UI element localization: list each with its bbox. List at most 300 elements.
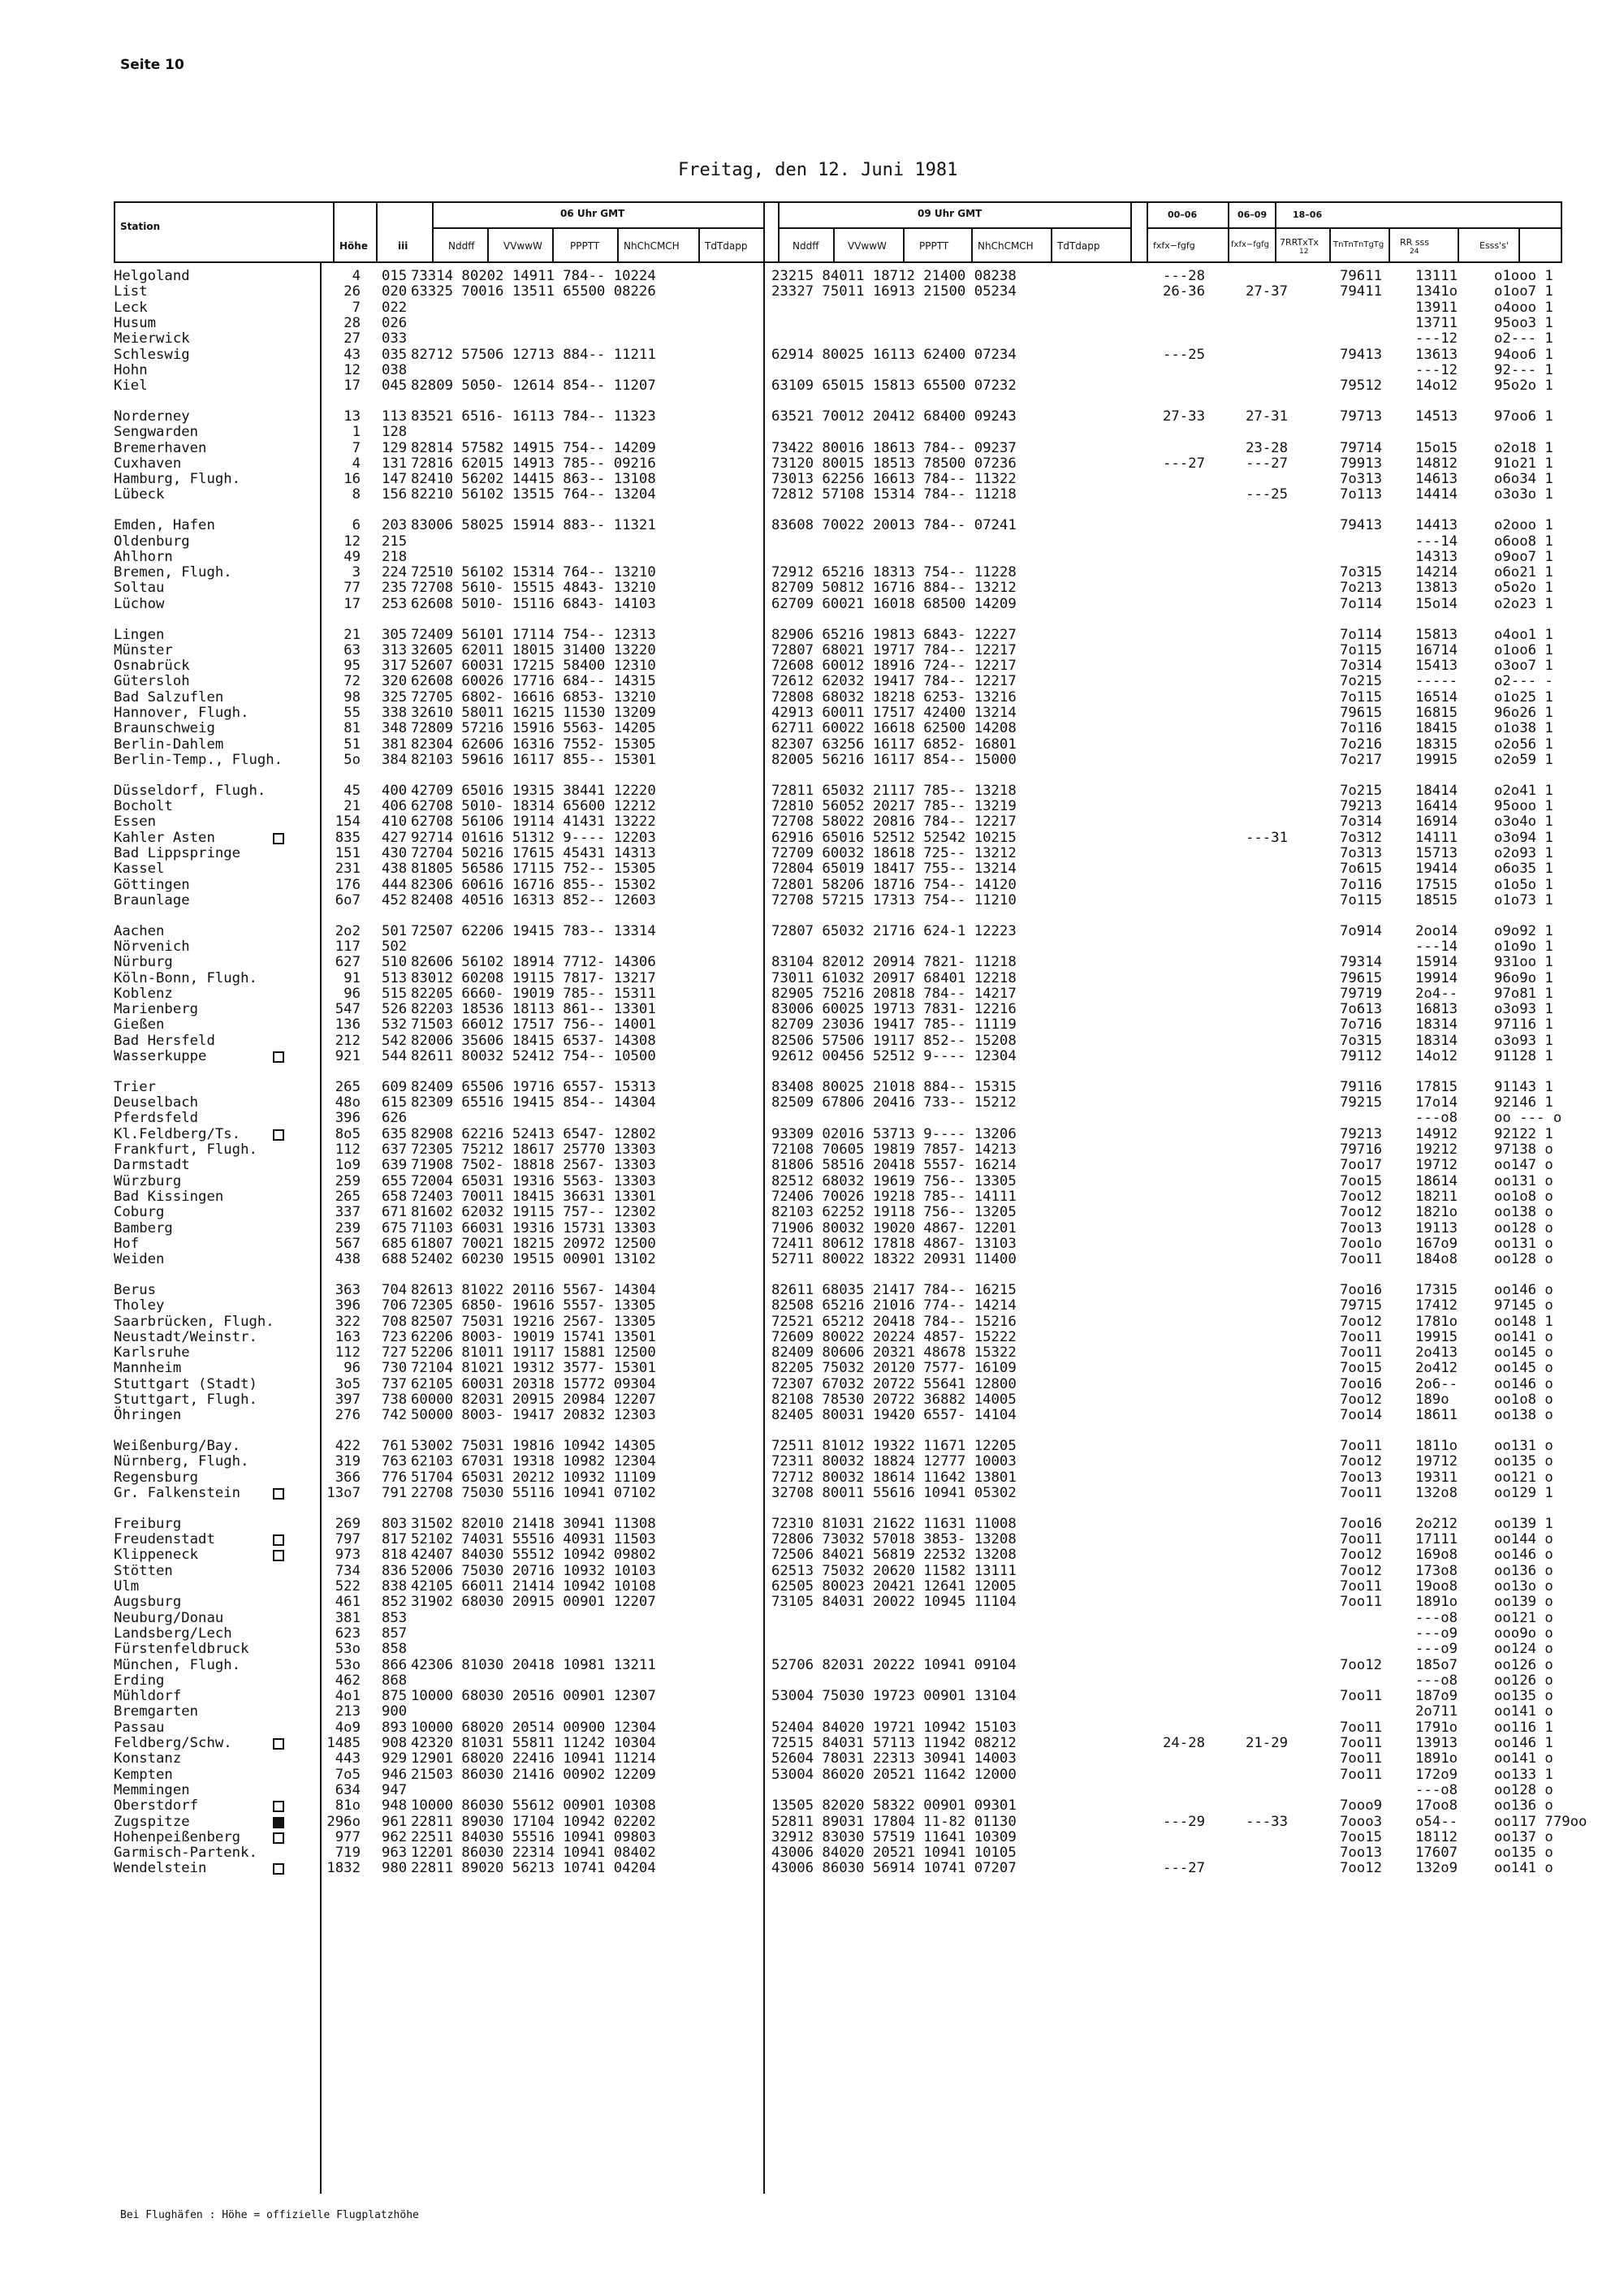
table-row bbox=[0, 1127, 1624, 1142]
table-row bbox=[0, 939, 1624, 955]
station-height: 112 bbox=[335, 1344, 361, 1362]
station-height: 7 bbox=[352, 439, 361, 456]
table-row bbox=[0, 721, 1624, 736]
station-index: 626 bbox=[382, 1110, 408, 1127]
square-icon bbox=[273, 1832, 284, 1844]
group-rr-sss: o2o41 1 bbox=[1494, 782, 1553, 799]
station-name: Bocholt bbox=[114, 798, 173, 814]
station-name: Husum bbox=[114, 314, 157, 331]
station-index: 817 bbox=[382, 1531, 408, 1548]
obs-09-groups: 72806 73032 57018 3853- 13208 bbox=[771, 1531, 1017, 1548]
table-row bbox=[0, 378, 1624, 394]
station-index: 022 bbox=[382, 299, 408, 316]
obs-09-groups: 72708 57215 17313 754-- 11210 bbox=[771, 891, 1017, 908]
header-period-1: 00–06 bbox=[1168, 209, 1198, 220]
station-height: 55 bbox=[343, 705, 361, 721]
table-row bbox=[0, 456, 1624, 472]
group-7rr: 7oo12 bbox=[1340, 1313, 1383, 1330]
obs-09-groups: 73105 84031 20022 10945 11104 bbox=[771, 1594, 1017, 1611]
group-rr-sss: oo138 o bbox=[1494, 1204, 1553, 1221]
obs-06-groups: 72510 56102 15314 764-- 13210 bbox=[411, 564, 656, 581]
square-icon bbox=[273, 833, 284, 844]
table-row bbox=[0, 1408, 1624, 1423]
group-tn: 18415 bbox=[1415, 720, 1458, 737]
obs-09-groups: 83408 80025 21018 884-- 15315 bbox=[771, 1078, 1017, 1095]
obs-06-groups: 52402 60230 19515 00901 13102 bbox=[411, 1251, 656, 1268]
station-name: Marienberg bbox=[114, 1001, 199, 1018]
table-row bbox=[0, 1798, 1624, 1814]
station-height: 422 bbox=[335, 1438, 361, 1455]
obs-06-groups: 82409 65506 19716 6557- 15313 bbox=[411, 1078, 656, 1095]
obs-09-groups: 72608 60012 18916 724-- 12217 bbox=[771, 658, 1017, 675]
table-row bbox=[0, 674, 1624, 689]
table-row bbox=[0, 1626, 1624, 1642]
obs-06-groups: 72305 6850- 19616 5557- 13305 bbox=[411, 1297, 656, 1314]
group-rr-sss: o3oo7 1 bbox=[1494, 658, 1553, 675]
station-height: 77 bbox=[343, 580, 361, 597]
station-height: 397 bbox=[335, 1392, 361, 1408]
gust-06-09: 27-37 bbox=[1245, 283, 1288, 300]
station-name: Coburg bbox=[114, 1204, 165, 1221]
station-index: 215 bbox=[382, 533, 408, 550]
group-7rr: 7oo16 bbox=[1340, 1375, 1383, 1392]
group-tn: 16914 bbox=[1415, 814, 1458, 831]
obs-09-groups: 82103 62252 19118 756-- 13205 bbox=[771, 1204, 1017, 1221]
group-7rr: 7oo11 bbox=[1340, 1750, 1383, 1767]
station-height: 13 bbox=[343, 408, 361, 425]
group-7rr: 7o914 bbox=[1340, 922, 1383, 939]
station-name: Freudenstadt bbox=[114, 1531, 215, 1548]
group-tn: ---o8 bbox=[1415, 1781, 1458, 1798]
station-index: 980 bbox=[382, 1860, 408, 1877]
station-height: 53o bbox=[335, 1656, 361, 1673]
table-row bbox=[0, 1330, 1624, 1345]
table-row bbox=[0, 1158, 1624, 1173]
station-height: 1485 bbox=[326, 1735, 361, 1751]
header-iii: iii bbox=[398, 240, 408, 252]
obs-06-groups: 82210 56102 13515 764-- 13204 bbox=[411, 486, 656, 503]
obs-06-groups: 12901 68020 22416 10941 11214 bbox=[411, 1750, 656, 1767]
station-height: 163 bbox=[335, 1328, 361, 1345]
group-7rr: 7o313 bbox=[1340, 844, 1383, 861]
station-index: 658 bbox=[382, 1188, 408, 1205]
obs-06-groups: 82309 65516 19415 854-- 14304 bbox=[411, 1094, 656, 1111]
group-rr-sss: o1o38 1 bbox=[1494, 720, 1553, 737]
station-index: 671 bbox=[382, 1204, 408, 1221]
station-index: 510 bbox=[382, 954, 408, 971]
table-row bbox=[0, 1314, 1624, 1330]
station-index: 313 bbox=[382, 641, 408, 658]
table-row bbox=[0, 1470, 1624, 1486]
group-rr-sss: o9oo7 1 bbox=[1494, 548, 1553, 565]
station-index: 609 bbox=[382, 1078, 408, 1095]
group-tn: 14o12 bbox=[1415, 1048, 1458, 1064]
obs-09-groups: 43006 86030 56914 10741 07207 bbox=[771, 1860, 1017, 1877]
group-rr-sss: oo131 o bbox=[1494, 1172, 1553, 1189]
obs-09-groups: 52404 84020 19721 10942 15103 bbox=[771, 1719, 1017, 1736]
obs-06-groups: 42407 84030 55512 10942 09802 bbox=[411, 1547, 656, 1564]
table-row bbox=[0, 706, 1624, 721]
group-7rr: 79413 bbox=[1340, 346, 1383, 363]
table-row bbox=[0, 1095, 1624, 1111]
obs-06-groups: 42306 81030 20418 10981 13211 bbox=[411, 1656, 656, 1673]
group-tn: 13111 bbox=[1415, 268, 1458, 284]
station-height: 95 bbox=[343, 658, 361, 675]
station-index: 045 bbox=[382, 378, 408, 395]
group-tn: 13913 bbox=[1415, 1735, 1458, 1751]
table-row bbox=[0, 1080, 1624, 1095]
obs-09-groups: 72807 68021 19717 784-- 12217 bbox=[771, 641, 1017, 658]
station-name: Bamberg bbox=[114, 1219, 173, 1236]
group-tn: 1341o bbox=[1415, 283, 1458, 300]
station-name: Lübeck bbox=[114, 486, 165, 503]
station-height: 363 bbox=[335, 1281, 361, 1298]
group-rr-sss: o2o93 1 bbox=[1494, 844, 1553, 861]
station-name: Neuburg/Donau bbox=[114, 1609, 224, 1626]
group-rr-sss: 91128 1 bbox=[1494, 1048, 1553, 1064]
station-name: Soltau bbox=[114, 580, 165, 597]
group-tn: 1891o bbox=[1415, 1594, 1458, 1611]
station-index: 900 bbox=[382, 1703, 408, 1720]
station-height: 921 bbox=[335, 1048, 361, 1064]
station-index: 128 bbox=[382, 424, 408, 441]
group-tn: ---o9 bbox=[1415, 1641, 1458, 1658]
station-height: 259 bbox=[335, 1172, 361, 1189]
table-row bbox=[0, 1361, 1624, 1376]
obs-06-groups: 22811 89030 17104 10942 02202 bbox=[411, 1813, 656, 1830]
station-index: 836 bbox=[382, 1562, 408, 1579]
station-index: 427 bbox=[382, 829, 408, 846]
station-index: 501 bbox=[382, 922, 408, 939]
obs-09-groups: 62513 75032 20620 11582 13111 bbox=[771, 1562, 1017, 1579]
group-tn: 18611 bbox=[1415, 1407, 1458, 1424]
station-name: Garmisch-Partenk. bbox=[114, 1845, 257, 1862]
group-7rr: 7oo12 bbox=[1340, 1204, 1383, 1221]
station-name: Bad Lippspringe bbox=[114, 844, 241, 861]
station-name: Erding bbox=[114, 1672, 165, 1689]
group-tn: 14513 bbox=[1415, 408, 1458, 425]
table-row bbox=[0, 1205, 1624, 1220]
table-row bbox=[0, 1111, 1624, 1126]
station-name: Osnabrück bbox=[114, 658, 190, 675]
group-7rr: 7oo16 bbox=[1340, 1515, 1383, 1532]
table-row bbox=[0, 924, 1624, 939]
group-7rr: 79713 bbox=[1340, 408, 1383, 425]
header-right-col-4: TnTnTnTgTg bbox=[1333, 240, 1384, 249]
group-tn: 14912 bbox=[1415, 1125, 1458, 1142]
station-height: 567 bbox=[335, 1235, 361, 1252]
obs-09-groups: 23327 75011 16913 21500 05234 bbox=[771, 283, 1017, 300]
station-name: Neustadt/Weinstr. bbox=[114, 1328, 257, 1345]
group-tn: 2oo14 bbox=[1415, 922, 1458, 939]
page-number: Seite 10 bbox=[120, 57, 184, 73]
station-height: 322 bbox=[335, 1313, 361, 1330]
group-tn: 17oo8 bbox=[1415, 1798, 1458, 1815]
header-right-col-5: RR sss bbox=[1400, 237, 1429, 248]
obs-09-groups: 82506 57506 19117 852-- 15208 bbox=[771, 1032, 1017, 1049]
gust-00-06: ---27 bbox=[1162, 455, 1205, 472]
group-rr-sss: oo148 1 bbox=[1494, 1313, 1553, 1330]
station-name: Ulm bbox=[114, 1578, 140, 1595]
obs-06-groups: 72705 6802- 16616 6853- 13210 bbox=[411, 688, 656, 706]
obs-06-groups: 22811 89020 56213 10741 04204 bbox=[411, 1860, 656, 1877]
group-rr-sss: oo141 o bbox=[1494, 1750, 1553, 1767]
table-row bbox=[0, 1345, 1624, 1361]
station-name: Oberstdorf bbox=[114, 1798, 199, 1815]
station-name: Weißenburg/Bay. bbox=[114, 1438, 241, 1455]
station-name: Leck bbox=[114, 299, 148, 316]
obs-09-groups: 53004 86020 20521 11642 12000 bbox=[771, 1766, 1017, 1783]
group-7rr: 79615 bbox=[1340, 705, 1383, 721]
station-height: 6o7 bbox=[335, 891, 361, 908]
obs-09-groups: 72708 58022 20816 784-- 12217 bbox=[771, 814, 1017, 831]
group-tn: 132o9 bbox=[1415, 1860, 1458, 1877]
station-name: Passau bbox=[114, 1719, 165, 1736]
station-height: 366 bbox=[335, 1469, 361, 1486]
station-height: 81 bbox=[343, 720, 361, 737]
group-7rr: 7oo17 bbox=[1340, 1157, 1383, 1174]
table-row bbox=[0, 1454, 1624, 1470]
station-index: 852 bbox=[382, 1594, 408, 1611]
station-index: 675 bbox=[382, 1219, 408, 1236]
station-name: Frankfurt, Flugh. bbox=[114, 1142, 257, 1158]
station-height: 396 bbox=[335, 1110, 361, 1127]
station-index: 381 bbox=[382, 736, 408, 753]
table-row bbox=[0, 1142, 1624, 1158]
obs-06-groups: 82908 62216 52413 6547- 12802 bbox=[411, 1125, 656, 1142]
group-7rr: 7o315 bbox=[1340, 1032, 1383, 1049]
station-height: 117 bbox=[335, 938, 361, 955]
obs-06-groups: 32610 58011 16215 11530 13209 bbox=[411, 705, 656, 721]
group-rr-sss: oo124 o bbox=[1494, 1641, 1553, 1658]
group-tn: 14812 bbox=[1415, 455, 1458, 472]
group-rr-sss: o2ooo 1 bbox=[1494, 517, 1553, 534]
group-tn: 2o6-- bbox=[1415, 1375, 1458, 1392]
group-7rr: 7oo11 bbox=[1340, 1719, 1383, 1736]
group-tn: 18211 bbox=[1415, 1188, 1458, 1205]
obs-09-groups: 73422 80016 18613 784-- 09237 bbox=[771, 439, 1017, 456]
station-index: 866 bbox=[382, 1656, 408, 1673]
group-rr-sss: 97138 o bbox=[1494, 1142, 1553, 1158]
station-height: 48o bbox=[335, 1094, 361, 1111]
group-7rr: 7oo11 bbox=[1340, 1594, 1383, 1611]
table-row bbox=[0, 628, 1624, 643]
station-name: Kiel bbox=[114, 378, 148, 395]
obs-06-groups: 82203 18536 18113 861-- 13301 bbox=[411, 1001, 656, 1018]
table-row bbox=[0, 1830, 1624, 1845]
obs-06-groups: 82613 81022 20116 5567- 14304 bbox=[411, 1281, 656, 1298]
station-height: 1o9 bbox=[335, 1157, 361, 1174]
group-rr-sss: oo128 o bbox=[1494, 1781, 1553, 1798]
station-height: 98 bbox=[343, 688, 361, 706]
obs-06-groups: 31502 82010 21418 30941 11308 bbox=[411, 1515, 656, 1532]
station-index: 015 bbox=[382, 268, 408, 284]
obs-09-groups: 72108 70605 19819 7857- 14213 bbox=[771, 1142, 1017, 1158]
station-height: 1 bbox=[352, 424, 361, 441]
obs-06-groups: 73314 80202 14911 784-- 10224 bbox=[411, 268, 656, 284]
group-rr-sss: o3o93 1 bbox=[1494, 1001, 1553, 1018]
gust-06-09: ---27 bbox=[1245, 455, 1288, 472]
station-height: 49 bbox=[343, 548, 361, 565]
station-index: 020 bbox=[382, 283, 408, 300]
station-height: 797 bbox=[335, 1531, 361, 1548]
station-index: 853 bbox=[382, 1609, 408, 1626]
obs-06-groups: 71503 66012 17517 756-- 14001 bbox=[411, 1016, 656, 1034]
table-row bbox=[0, 1252, 1624, 1267]
obs-09-groups: 92612 00456 52512 9---- 12304 bbox=[771, 1048, 1017, 1064]
group-tn: 15o14 bbox=[1415, 595, 1458, 612]
group-rr-sss: oo141 o bbox=[1494, 1703, 1553, 1720]
station-height: 231 bbox=[335, 861, 361, 878]
table-row bbox=[0, 487, 1624, 503]
station-index: 147 bbox=[382, 471, 408, 488]
group-tn: 1891o bbox=[1415, 1750, 1458, 1767]
square-icon bbox=[273, 1550, 284, 1561]
obs-09-groups: 72709 60032 18618 725-- 13212 bbox=[771, 844, 1017, 861]
group-tn: 18614 bbox=[1415, 1172, 1458, 1189]
group-tn: 17815 bbox=[1415, 1078, 1458, 1095]
group-rr-sss: o5o2o 1 bbox=[1494, 580, 1553, 597]
station-height: 96 bbox=[343, 1360, 361, 1377]
table-row bbox=[0, 1642, 1624, 1657]
table-row bbox=[0, 846, 1624, 861]
station-index: 035 bbox=[382, 346, 408, 363]
station-height: 443 bbox=[335, 1750, 361, 1767]
group-rr-sss: o6o21 1 bbox=[1494, 564, 1553, 581]
table-row bbox=[0, 1783, 1624, 1798]
station-name: Hof bbox=[114, 1235, 140, 1252]
group-rr-sss: oo145 o bbox=[1494, 1344, 1553, 1362]
obs-06-groups: 52006 75030 20716 10932 10103 bbox=[411, 1562, 656, 1579]
group-7rr: 79615 bbox=[1340, 969, 1383, 986]
station-name: Fürstenfeldbruck bbox=[114, 1641, 249, 1658]
station-index: 235 bbox=[382, 580, 408, 597]
table-row bbox=[0, 1595, 1624, 1610]
obs-06-groups: 21503 86030 21416 00902 12209 bbox=[411, 1766, 656, 1783]
group-tn: ---14 bbox=[1415, 533, 1458, 550]
group-7rr: 7o613 bbox=[1340, 1001, 1383, 1018]
obs-06-groups: 82410 56202 14415 863-- 13108 bbox=[411, 471, 656, 488]
group-rr-sss: o2o59 1 bbox=[1494, 751, 1553, 768]
group-tn: 19212 bbox=[1415, 1142, 1458, 1158]
obs-06-groups: 62103 67031 19318 10982 12304 bbox=[411, 1453, 656, 1470]
obs-06-groups: 82006 35606 18415 6537- 14308 bbox=[411, 1032, 656, 1049]
obs-06-groups: 72708 5610- 15515 4843- 13210 bbox=[411, 580, 656, 597]
station-index: 857 bbox=[382, 1625, 408, 1642]
obs-06-groups: 81602 62032 19115 757-- 12302 bbox=[411, 1204, 656, 1221]
table-row bbox=[0, 1377, 1624, 1392]
table-row bbox=[0, 831, 1624, 846]
obs-09-groups: 62709 60021 16018 68500 14209 bbox=[771, 595, 1017, 612]
station-name: Wasserkuppe bbox=[114, 1048, 207, 1064]
station-height: 634 bbox=[335, 1781, 361, 1798]
header-06-col-5: TdTdapp bbox=[705, 240, 748, 252]
station-name: Kempten bbox=[114, 1766, 173, 1783]
station-height: 16 bbox=[343, 471, 361, 488]
obs-06-groups: 81805 56586 17115 752-- 15305 bbox=[411, 861, 656, 878]
group-tn: 19712 bbox=[1415, 1453, 1458, 1470]
station-height: 81o bbox=[335, 1798, 361, 1815]
table-row bbox=[0, 1189, 1624, 1205]
obs-09-groups: 93309 02016 53713 9---- 13206 bbox=[771, 1125, 1017, 1142]
station-height: 6 bbox=[352, 517, 361, 534]
obs-06-groups: 72403 70011 18415 36631 13301 bbox=[411, 1188, 656, 1205]
station-index: 946 bbox=[382, 1766, 408, 1783]
group-tn: ---o9 bbox=[1415, 1625, 1458, 1642]
table-row bbox=[0, 1034, 1624, 1049]
table-row bbox=[0, 1704, 1624, 1720]
group-tn: 15713 bbox=[1415, 844, 1458, 861]
station-index: 962 bbox=[382, 1828, 408, 1845]
station-name: Braunschweig bbox=[114, 720, 215, 737]
group-7rr: 7oo11 bbox=[1340, 1485, 1383, 1501]
station-height: 45 bbox=[343, 782, 361, 799]
obs-06-groups: 10000 68020 20514 00900 12304 bbox=[411, 1719, 656, 1736]
group-tn: o54-- bbox=[1415, 1813, 1458, 1830]
group-rr-sss: oo146 1 bbox=[1494, 1735, 1553, 1751]
table-row bbox=[0, 580, 1624, 596]
obs-09-groups: 62505 80023 20421 12641 12005 bbox=[771, 1578, 1017, 1595]
station-height: 7o5 bbox=[335, 1766, 361, 1783]
station-name: Regensburg bbox=[114, 1469, 199, 1486]
group-rr-sss: oo147 o bbox=[1494, 1157, 1553, 1174]
group-rr-sss: 95ooo 1 bbox=[1494, 798, 1553, 814]
group-tn: 14o12 bbox=[1415, 378, 1458, 395]
group-7rr: 79112 bbox=[1340, 1048, 1383, 1064]
obs-06-groups: 92714 01616 51312 9---- 12203 bbox=[411, 829, 656, 846]
obs-06-groups: 71908 7502- 18818 2567- 13303 bbox=[411, 1157, 656, 1174]
square-icon bbox=[273, 1051, 284, 1063]
group-rr-sss: 92122 1 bbox=[1494, 1125, 1553, 1142]
group-tn: 15o15 bbox=[1415, 439, 1458, 456]
station-name: Bremgarten bbox=[114, 1703, 199, 1720]
station-height: 973 bbox=[335, 1547, 361, 1564]
station-name: Stuttgart, Flugh. bbox=[114, 1392, 257, 1408]
station-height: 4o9 bbox=[335, 1719, 361, 1736]
station-index: 224 bbox=[382, 564, 408, 581]
gust-00-06: ---28 bbox=[1162, 268, 1205, 284]
station-name: Schleswig bbox=[114, 346, 190, 363]
group-7rr: 7oo13 bbox=[1340, 1219, 1383, 1236]
station-name: Bad Salzuflen bbox=[114, 688, 224, 706]
station-height: 12 bbox=[343, 533, 361, 550]
group-tn: 16813 bbox=[1415, 1001, 1458, 1018]
obs-06-groups: 42709 65016 19315 38441 12220 bbox=[411, 782, 656, 799]
station-index: 513 bbox=[382, 969, 408, 986]
obs-09-groups: 63521 70012 20412 68400 09243 bbox=[771, 408, 1017, 425]
obs-09-groups: 13505 82020 58322 00901 09301 bbox=[771, 1798, 1017, 1815]
station-name: Ahlhorn bbox=[114, 548, 173, 565]
table-row bbox=[0, 1658, 1624, 1673]
group-rr-sss: oo146 o bbox=[1494, 1547, 1553, 1564]
group-rr-sss: o9o92 1 bbox=[1494, 922, 1553, 939]
obs-06-groups: 62708 5010- 18314 65600 12212 bbox=[411, 798, 656, 814]
obs-09-groups: 42913 60011 17517 42400 13214 bbox=[771, 705, 1017, 721]
obs-09-groups: 52811 89031 17804 11-82 01130 bbox=[771, 1813, 1017, 1830]
obs-09-groups: 82405 80031 19420 6557- 14104 bbox=[771, 1407, 1017, 1424]
group-rr-sss: 92146 1 bbox=[1494, 1094, 1553, 1111]
obs-09-groups: 52711 80022 18322 20931 11400 bbox=[771, 1251, 1017, 1268]
station-name: Nürnberg, Flugh. bbox=[114, 1453, 249, 1470]
obs-09-groups: 72307 67032 20722 55641 12800 bbox=[771, 1375, 1017, 1392]
group-tn: 18314 bbox=[1415, 1016, 1458, 1034]
group-rr-sss: o3o93 1 bbox=[1494, 1032, 1553, 1049]
obs-06-groups: 53002 75031 19816 10942 14305 bbox=[411, 1438, 656, 1455]
station-name: Essen bbox=[114, 814, 157, 831]
station-name: Gr. Falkenstein bbox=[114, 1485, 241, 1501]
group-rr-sss: oo126 o bbox=[1494, 1672, 1553, 1689]
obs-09-groups: 82905 75216 20818 784-- 14217 bbox=[771, 985, 1017, 1002]
